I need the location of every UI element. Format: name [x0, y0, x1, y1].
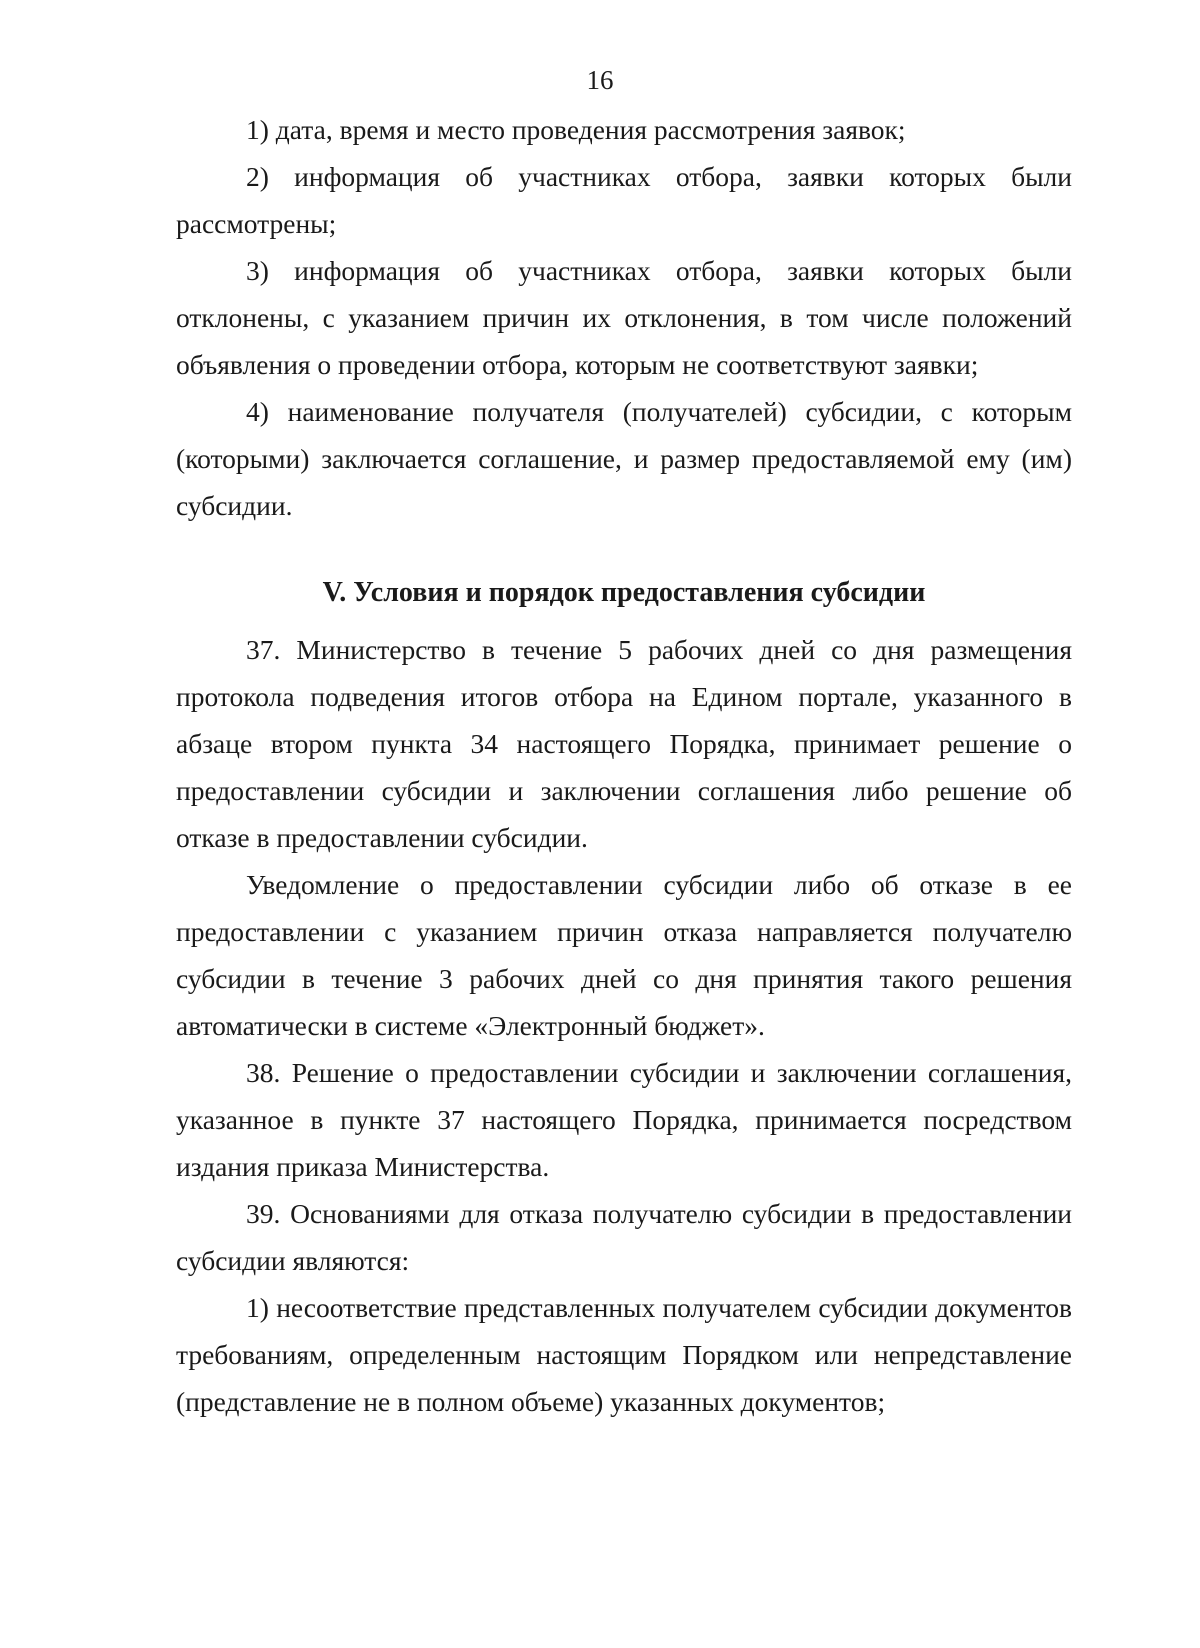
list-item-3: 3) информация об участниках отбора, заявки которых были отклонены, с указанием причин их отклонения, в том числе положений объявления о проведении отбора, которым не соответствуют заявки; [176, 255, 1072, 380]
paragraph-38: 38. Решение о предоставлении субсидии и заключении соглашения, указанное в пункте 37 настоящего Порядка, принимается посредством издания приказа Министерства. [176, 1057, 1072, 1182]
paragraph-39-item-1: 1) несоответствие представленных получателем субсидии документов требованиям, определенным настоящим Порядком или непредставление (представление не в полном объеме) указанных документов; [176, 1292, 1072, 1417]
list-item-4: 4) наименование получателя (получателей) субсидии, с которым (которыми) заключается соглашение, и размер предоставляемой ему (им) субсидии. [176, 396, 1072, 521]
paragraph-39: 39. Основаниями для отказа получателю субсидии в предоставлении субсидии являются: [176, 1198, 1072, 1276]
list-item-2: 2) информация об участниках отбора, заявки которых были рассмотрены; [176, 161, 1072, 239]
paragraph-37: 37. Министерство в течение 5 рабочих дней со дня размещения протокола подведения итогов отбора на Едином портале, указанного в абзаце втором пункта 34 настоящего Порядка, принимает решение о предоставлении субсидии и заключении соглашения либо решение об отказе в предоставлении субсидии. [176, 634, 1072, 853]
section-heading: V. Условия и порядок предоставления субсидии [322, 577, 926, 608]
list-item-1: 1) дата, время и место проведения рассмотрения заявок; [246, 114, 906, 145]
document-body [176, 106, 1072, 1425]
paragraph-notification: Уведомление о предоставлении субсидии либо об отказе в ее предоставлении с указанием причин отказа направляется получателю субсидии в течение 3 рабочих дней со дня принятия такого решения автоматически в системе «Электронный бюджет». [176, 869, 1072, 1041]
page-number: 16 [586, 65, 614, 95]
